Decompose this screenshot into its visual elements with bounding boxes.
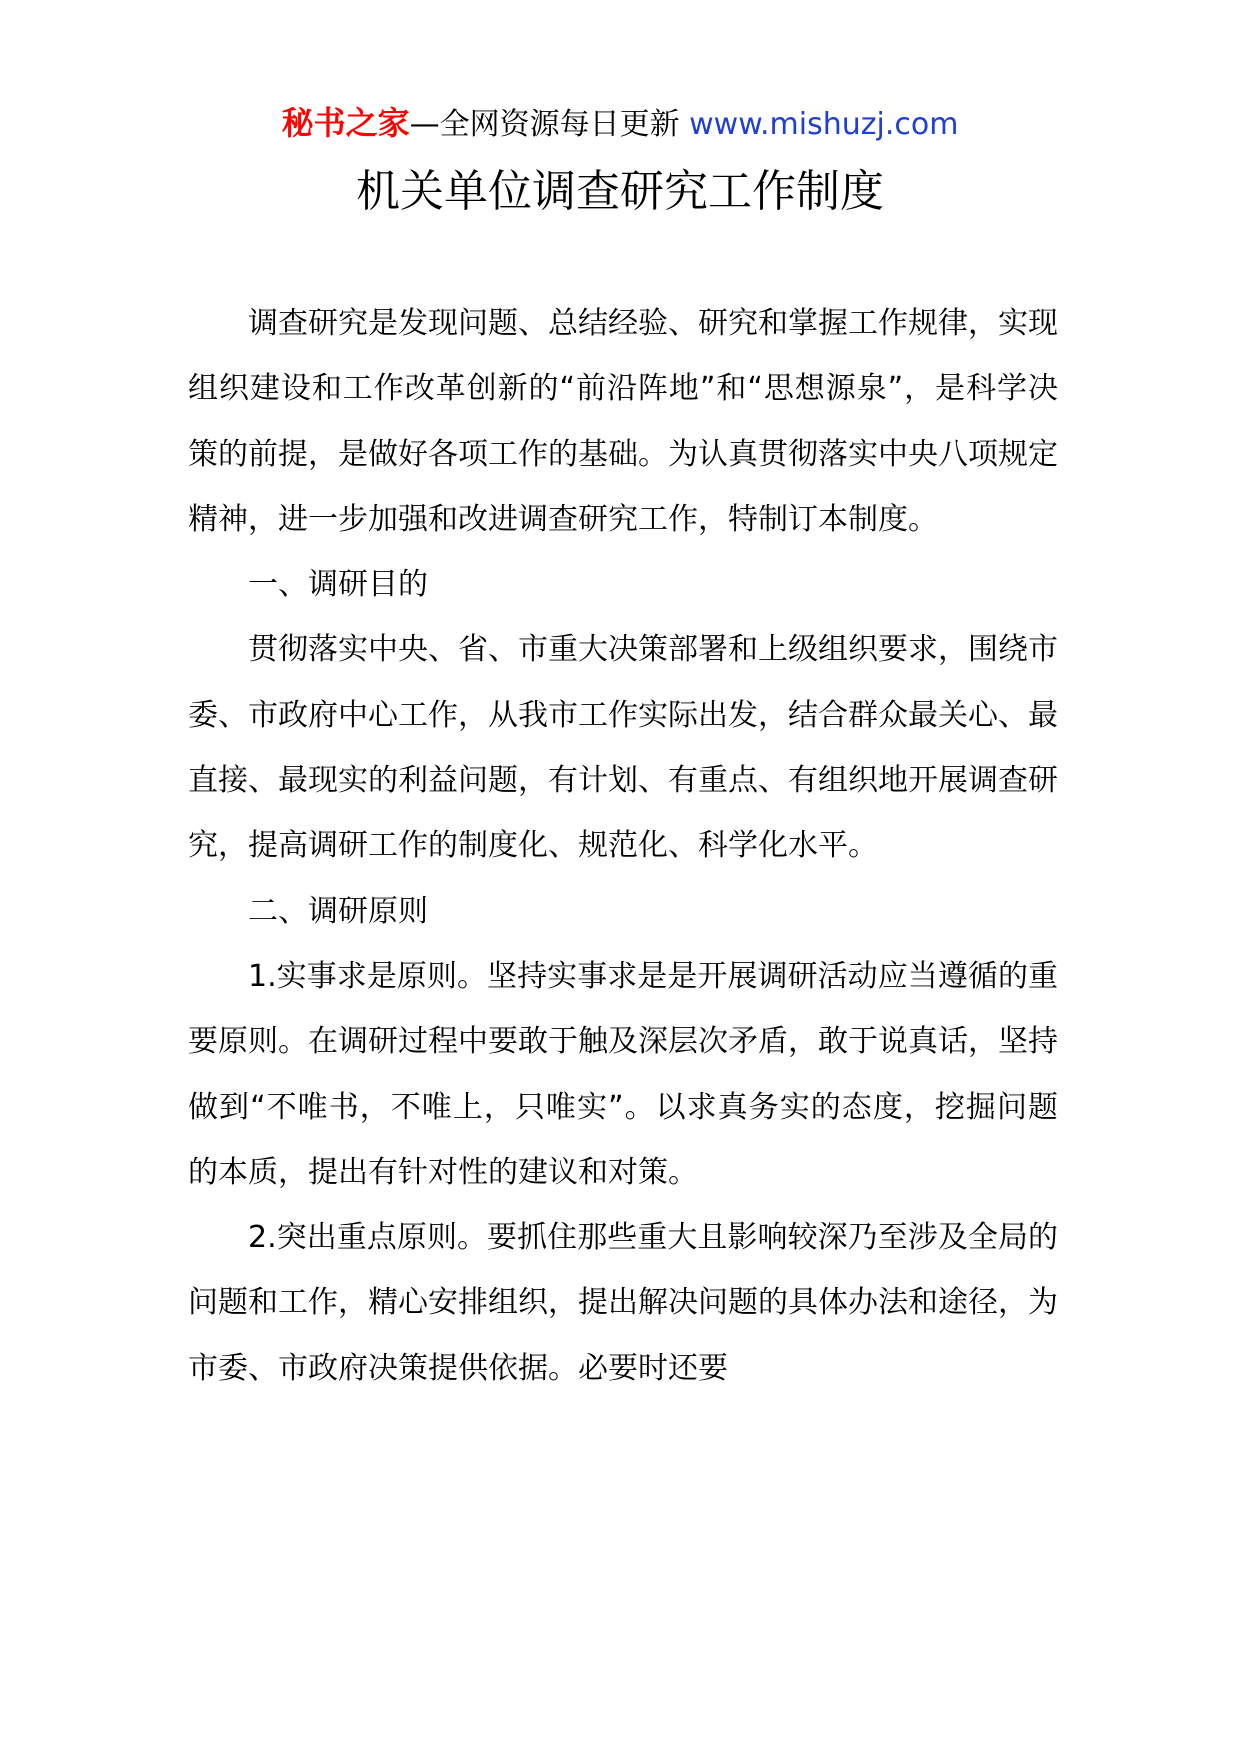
paragraph-purpose: 贯彻落实中央、省、市重大决策部署和上级组织要求，围绕市委、市政府中心工作，从我市工作实际出发，结合群众最关心、最直接、最现实的利益问题，有计划、有重点、有组织地开展调查研究，提高调研工作的制度化、规范化、科学化水平。: [188, 632, 1058, 864]
document-body: [188, 291, 1058, 1401]
banner-tagline: —全网资源每日更新: [409, 107, 680, 142]
website-link[interactable]: www.mishuzj.com: [689, 107, 959, 142]
brand-name: 秘书之家: [281, 104, 410, 142]
paragraph-intro: 调查研究是发现问题、总结经验、研究和掌握工作规律，实现组织建设和工作改革创新的“前沿阵地”和“思想源泉”，是科学决策的前提，是做好各项工作的基础。为认真贯彻落实中央八项规定精神，进一步加强和改进调查研究工作，特制订本制度。: [188, 306, 1058, 537]
section-heading-purpose: 一、调研目的: [248, 567, 428, 603]
site-banner: [0, 100, 1240, 148]
paragraph-principle-2: 2.突出重点原则。要抓住那些重大且影响较深乃至涉及全局的问题和工作，精心安排组织，提出解决问题的具体办法和途径，为市委、市政府决策提供依据。必要时还要: [188, 1220, 1058, 1386]
section-heading-principles: 二、调研原则: [248, 893, 428, 929]
paragraph-principle-1: 1.实事求是原则。坚持实事求是是开展调研活动应当遵循的重要原则。在调研过程中要敢于触及深层次矛盾，敢于说真话，坚持做到“不唯书，不唯上，只唯实”。以求真务实的态度，挖掘问题的本质，提出有针对性的建议和对策。: [188, 958, 1058, 1190]
document-title: 机关单位调查研究工作制度: [356, 166, 884, 217]
